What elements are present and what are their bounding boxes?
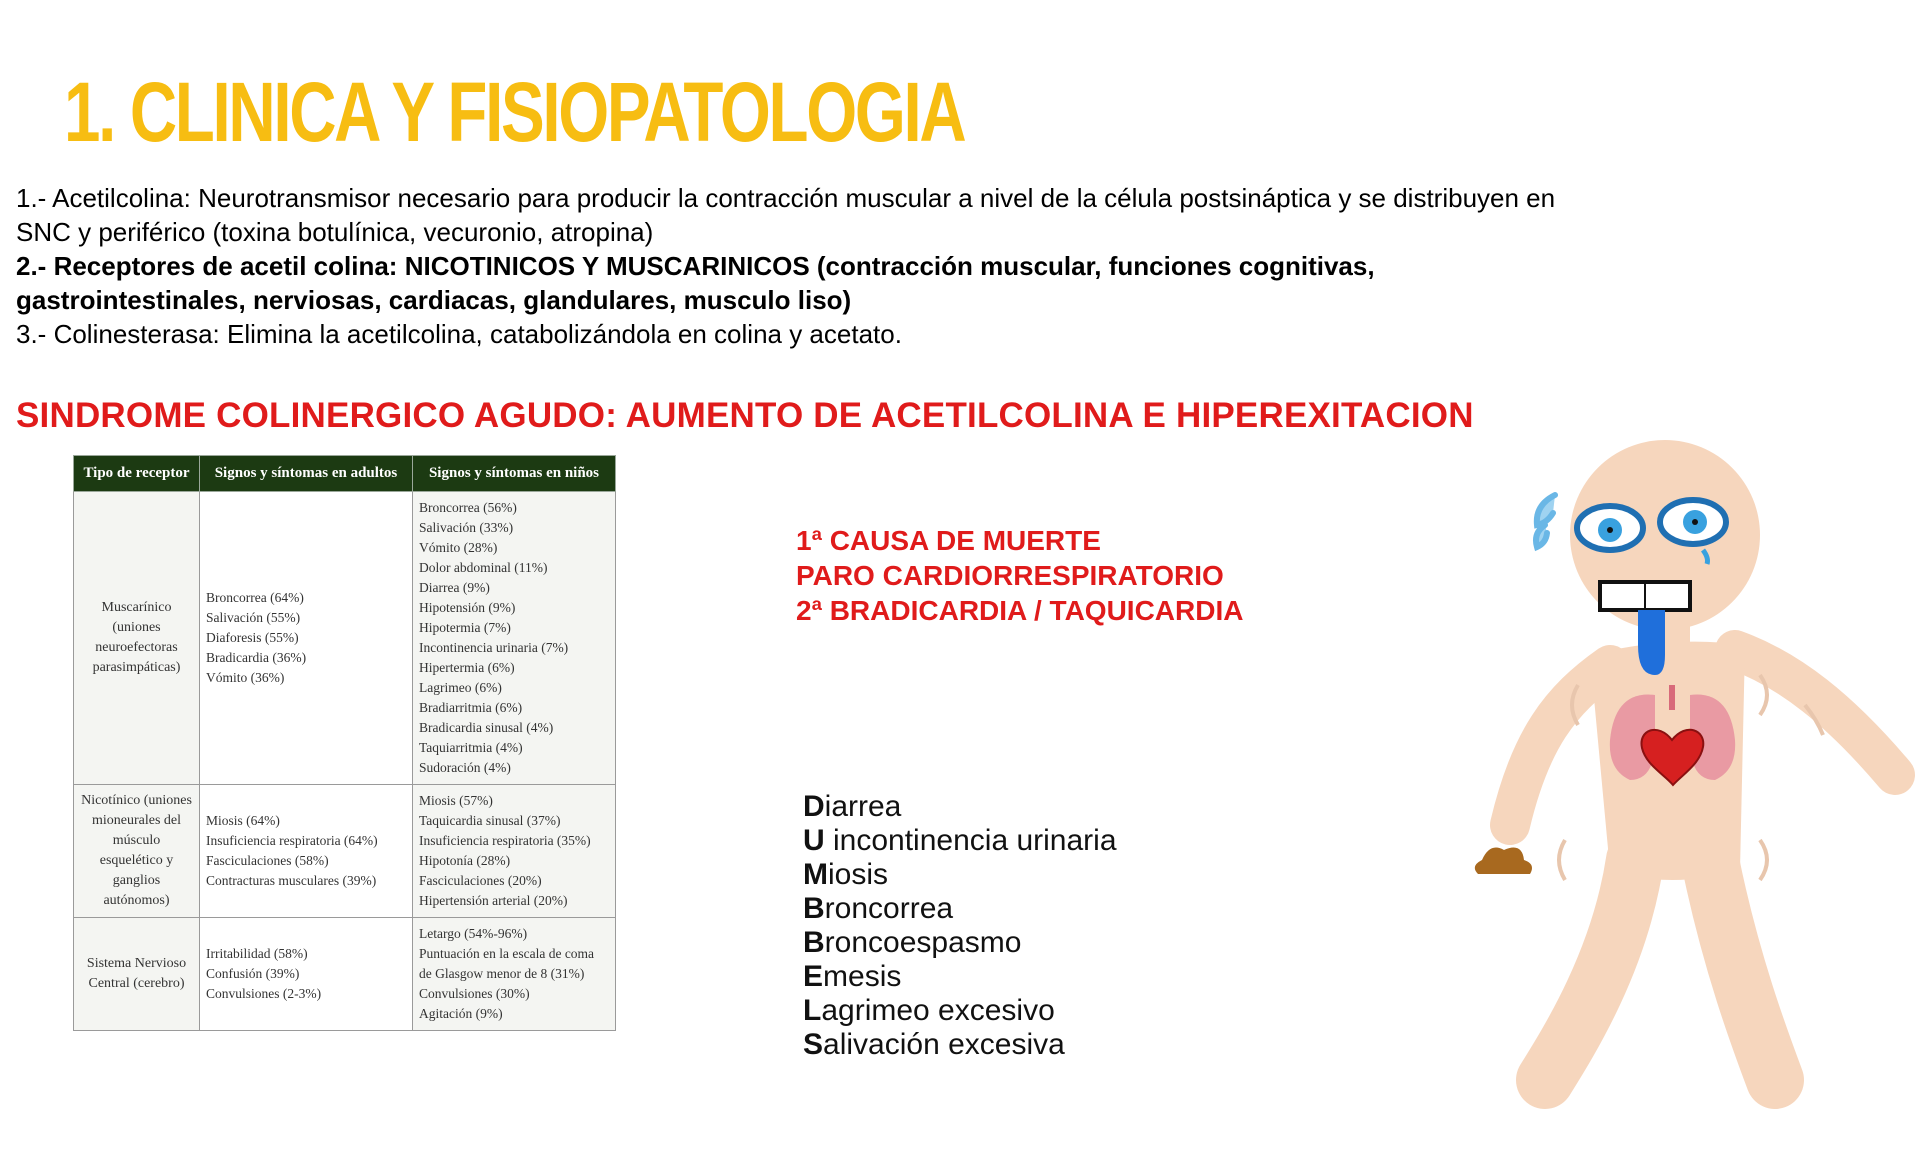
mnemonic-item <box>803 790 1117 824</box>
tears-icon <box>1536 495 1555 547</box>
mnemonic-letter: B <box>803 892 825 925</box>
table-row <box>74 785 616 918</box>
left-leg <box>1545 860 1635 1080</box>
table-row <box>74 918 616 1031</box>
symptom-item: Letargo (54%-96%) <box>419 926 528 941</box>
symptom-item: Bradiarritmia (6%) <box>419 700 523 715</box>
symptom-item: Salivación (33%) <box>419 520 514 535</box>
table-header-row <box>74 456 616 492</box>
causa-line-3: 2ª BRADICARDIA / TAQUICARDIA <box>796 595 1244 626</box>
dumbbels-mnemonic <box>803 790 1117 1062</box>
symptom-item: Vómito (28%) <box>419 540 498 555</box>
mnemonic-word: alivación excesiva <box>823 1028 1065 1061</box>
symptom-item: Diarrea (9%) <box>419 580 490 595</box>
child-symptoms <box>413 918 616 1031</box>
mnemonic-word: iosis <box>828 858 889 891</box>
receptor-table <box>73 455 616 1031</box>
symptom-item: Lagrimeo (6%) <box>419 680 502 695</box>
symptom-item: Fasciculaciones (20%) <box>419 873 542 888</box>
symptom-item: Insuficiencia respiratoria (64%) <box>206 833 378 848</box>
intro-colinesterasa: 3.- Colinesterasa: Elimina la acetilcolina, catabolizándola en colina y acetato. <box>16 319 902 349</box>
sick-person-illustration <box>1460 440 1920 1110</box>
symptom-item: Taquiarritmia (4%) <box>419 740 523 755</box>
right-leg <box>1710 860 1775 1080</box>
symptom-item: Taquicardia sinusal (37%) <box>419 813 561 828</box>
symptom-item: Hipotensión (9%) <box>419 600 516 615</box>
symptom-item: Contracturas musculares (39%) <box>206 873 377 888</box>
symptom-item: Insuficiencia respiratoria (35%) <box>419 833 591 848</box>
symptom-item: Vómito (36%) <box>206 670 285 685</box>
intro-receptores: 2.- Receptores de acetil colina: NICOTINICOS Y MUSCARINICOS (contracción muscular, funciones cognitivas, gastrointestinales, nerviosas, cardiacas, glandulares, musculo liso) <box>16 251 1375 315</box>
intro-text <box>16 181 1576 351</box>
mnemonic-letter: D <box>803 790 825 823</box>
causa-line-1: 1ª CAUSA DE MUERTE <box>796 525 1101 556</box>
mnemonic-word: mesis <box>823 960 902 993</box>
symptom-item: Convulsiones (30%) <box>419 986 530 1001</box>
adult-symptoms <box>200 918 413 1031</box>
table-row <box>74 492 616 785</box>
page-title: 1. CLINICA Y FISIOPATOLOGIA <box>64 65 965 159</box>
sindrome-heading: SINDROME COLINERGICO AGUDO: AUMENTO DE ACETILCOLINA E HIPEREXITACION <box>16 396 1474 435</box>
adult-symptoms <box>200 785 413 918</box>
mnemonic-item <box>803 994 1117 1028</box>
mnemonic-item <box>803 824 1117 858</box>
mnemonic-word: iarrea <box>824 790 902 823</box>
symptom-item: Broncorrea (56%) <box>419 500 517 515</box>
mnemonic-word: roncorrea <box>824 892 954 925</box>
mnemonic-item <box>803 926 1117 960</box>
receptor-type: Muscarínico (uniones neuroefectoras parasimpáticas) <box>74 492 200 785</box>
symptom-item: Hipertermia (6%) <box>419 660 515 675</box>
symptom-item: Convulsiones (2-3%) <box>206 986 322 1001</box>
receptor-type: Nicotínico (uniones mioneurales del músculo esquelético y ganglios autónomos) <box>74 785 200 918</box>
symptom-item: Dolor abdominal (11%) <box>419 560 548 575</box>
mnemonic-letter: U <box>803 824 825 857</box>
header-tipo: Tipo de receptor <box>74 456 200 492</box>
symptom-item: Agitación (9%) <box>419 1006 503 1021</box>
symptom-item: Bradicardia sinusal (4%) <box>419 720 554 735</box>
symptom-item: Hipertensión arterial (20%) <box>419 893 568 908</box>
saliva-icon <box>1638 610 1665 675</box>
child-symptoms <box>413 785 616 918</box>
symptom-item: Bradicardia (36%) <box>206 650 307 665</box>
mnemonic-letter: S <box>803 1028 824 1061</box>
header-adultos: Signos y síntomas en adultos <box>200 456 413 492</box>
mnemonic-letter: B <box>803 926 825 959</box>
symptom-item: Irritabilidad (58%) <box>206 946 308 961</box>
mnemonic-word: agrimeo excesivo <box>821 994 1055 1027</box>
stool-icon <box>1475 848 1532 874</box>
symptom-item: Incontinencia urinaria (7%) <box>419 640 569 655</box>
mnemonic-word: roncoespasmo <box>824 926 1022 959</box>
symptom-item: Hipotonía (28%) <box>419 853 511 868</box>
symptom-item: Hipotermia (7%) <box>419 620 511 635</box>
causa-muerte <box>796 523 1243 628</box>
symptom-item: Puntuación en la escala de coma de Glasgow menor de 8 (31%) <box>419 946 595 981</box>
symptom-item: Salivación (55%) <box>206 610 301 625</box>
mnemonic-letter: L <box>803 994 822 1027</box>
symptom-item: Confusión (39%) <box>206 966 300 981</box>
mnemonic-item <box>803 960 1117 994</box>
symptom-item: Miosis (64%) <box>206 813 280 828</box>
mnemonic-letter: M <box>803 858 828 891</box>
mnemonic-word: incontinencia urinaria <box>824 824 1117 857</box>
mnemonic-item <box>803 892 1117 926</box>
symptom-item: Diaforesis (55%) <box>206 630 299 645</box>
adult-symptoms <box>200 492 413 785</box>
header-ninos: Signos y síntomas en niños <box>413 456 616 492</box>
mnemonic-item <box>803 1028 1117 1062</box>
intro-acetilcolina: 1.- Acetilcolina: Neurotransmisor necesario para producir la contracción muscular a nivel de la célula postsináptica y se distribuyen en SNC y periférico (toxina botulínica, vecuronio, atropina) <box>16 183 1556 247</box>
symptom-item: Sudoración (4%) <box>419 760 511 775</box>
causa-line-2: PARO CARDIORRESPIRATORIO <box>796 560 1224 591</box>
receptor-type: Sistema Nervioso Central (cerebro) <box>74 918 200 1031</box>
child-symptoms <box>413 492 616 785</box>
right-arm <box>1735 650 1895 775</box>
symptom-item: Fasciculaciones (58%) <box>206 853 329 868</box>
symptom-item: Miosis (57%) <box>419 793 493 808</box>
mnemonic-item <box>803 858 1117 892</box>
symptom-item: Broncorrea (64%) <box>206 590 304 605</box>
mnemonic-letter: E <box>803 960 824 993</box>
